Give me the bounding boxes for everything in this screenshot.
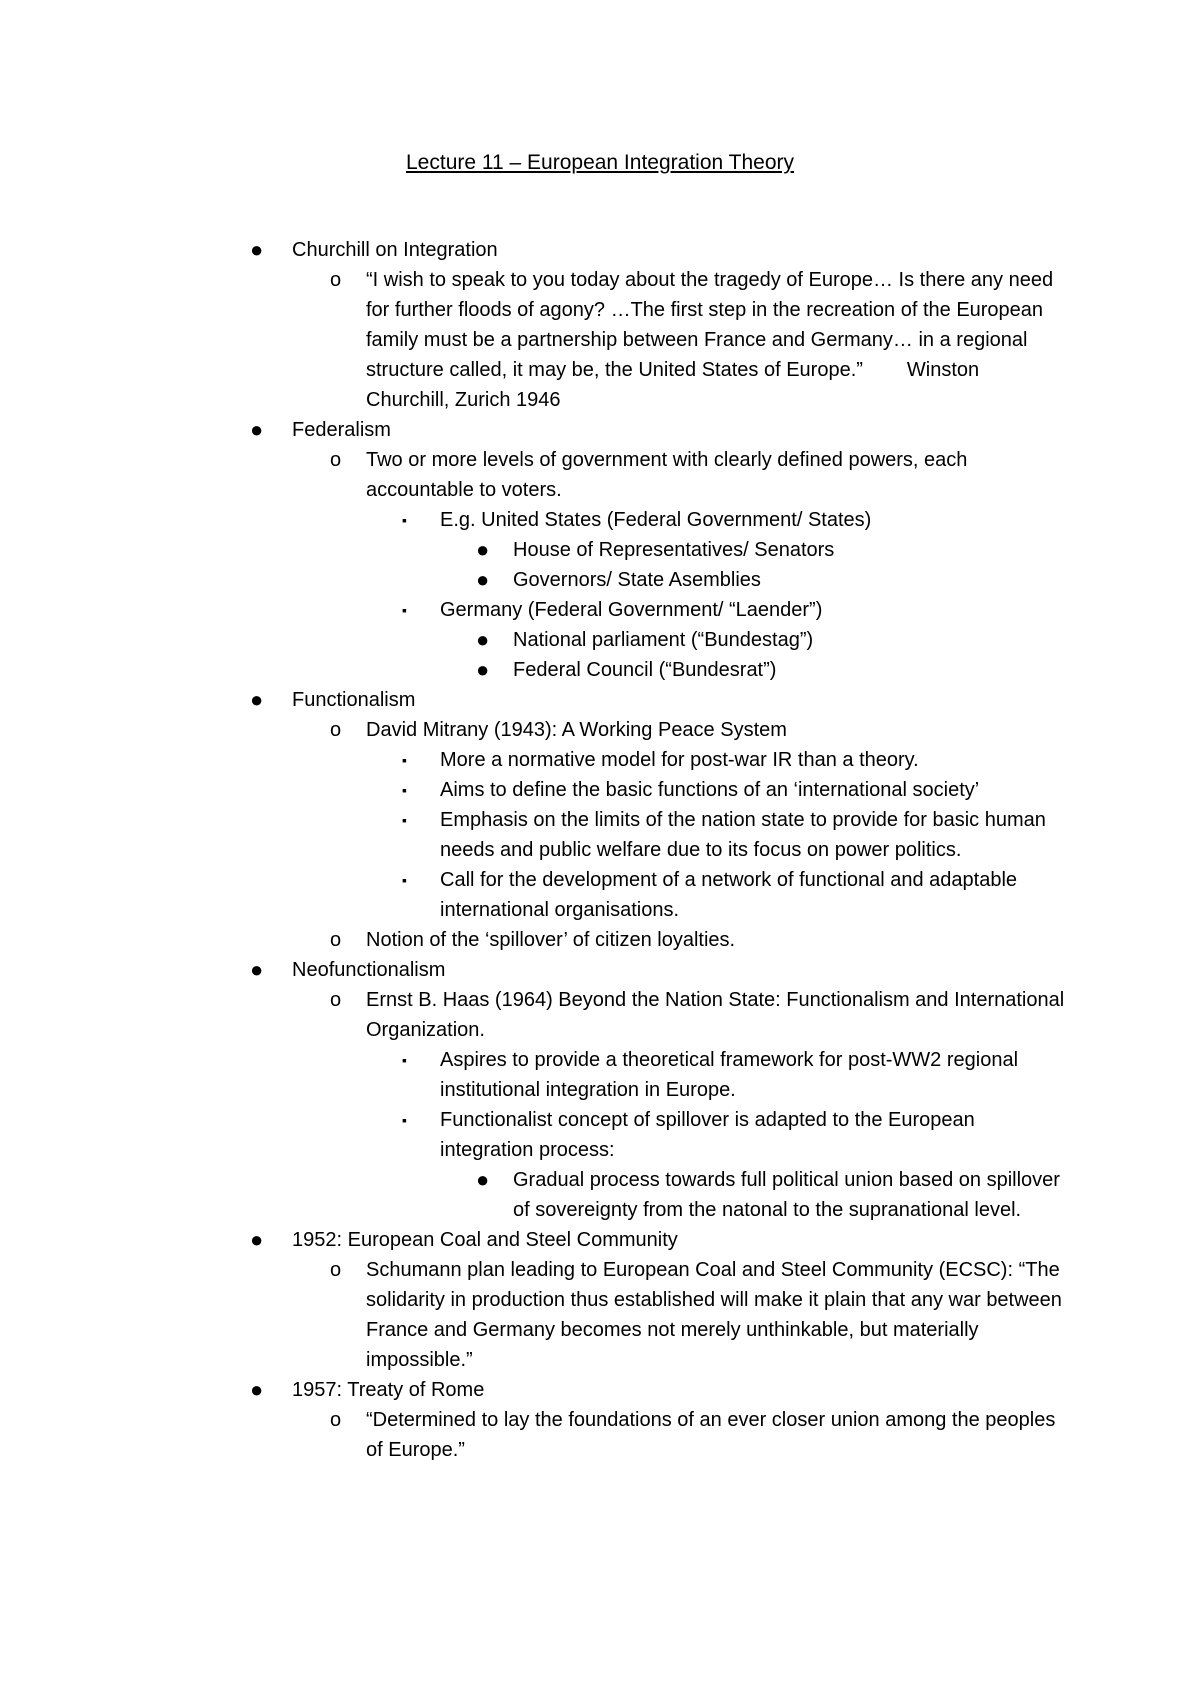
list-item (0, 955, 1062, 985)
section-heading: Federalism (292, 419, 391, 441)
list-text: Gradual process towards full political union based on spillover of sovereignty from the natonal to the supranational level. (513, 1169, 1060, 1221)
list-item (0, 775, 1070, 805)
list-text: Notion of the ‘spillover’ of citizen loyalties. (366, 929, 736, 951)
page-title: Lecture 11 – European Integration Theory (406, 151, 794, 174)
bullet-icon: ● (250, 1227, 264, 1252)
bullet-icon: ● (476, 1167, 490, 1192)
section-heading: 1957: Treaty of Rome (292, 1379, 485, 1401)
list-text: “Determined to lay the foundations of an ever closer union among the peoples of Europe.” (366, 1409, 1056, 1461)
list-item (0, 745, 1070, 775)
list-item (0, 805, 1070, 865)
bullet-icon: ● (476, 567, 490, 592)
bullet-icon: ● (250, 957, 264, 982)
list-item (0, 415, 1062, 445)
list-text: House of Representatives/ Senators (513, 539, 835, 561)
section-heading: Functionalism (292, 689, 416, 711)
list-text: Two or more levels of government with clearly defined powers, each accountable to voters. (366, 449, 968, 501)
bullet-icon: ● (250, 1377, 264, 1402)
list-item (0, 595, 1070, 625)
square-bullet-icon: ▪ (402, 872, 407, 888)
circle-bullet-icon: o (330, 269, 342, 291)
list-item (0, 565, 1073, 595)
list-item (0, 1045, 1070, 1105)
circle-bullet-icon: o (330, 719, 342, 741)
list-text: Schumann plan leading to European Coal and Steel Community (ECSC): “The solidarity in production thus established will make it plain that any war between France and Germany becomes not merely unthinkable, but materially impossible.” (366, 1259, 1062, 1371)
circle-bullet-icon: o (330, 989, 342, 1011)
square-bullet-icon: ▪ (402, 752, 407, 768)
circle-bullet-icon: o (330, 1409, 342, 1431)
section-heading: 1952: European Coal and Steel Community (292, 1229, 678, 1251)
square-bullet-icon: ▪ (402, 512, 407, 528)
square-bullet-icon: ▪ (402, 812, 407, 828)
bullet-icon: ● (250, 417, 264, 442)
bullet-icon: ● (250, 687, 264, 712)
list-item (0, 1255, 1066, 1375)
list-text: Functionalist concept of spillover is adapted to the European integration process: (440, 1109, 975, 1161)
square-bullet-icon: ▪ (402, 1112, 407, 1128)
circle-bullet-icon: o (330, 929, 342, 951)
square-bullet-icon: ▪ (402, 1052, 407, 1068)
list-text: Ernst B. Haas (1964) Beyond the Nation State: Functionalism and International Organization. (366, 989, 1065, 1041)
list-item (0, 715, 1066, 745)
list-item (0, 1405, 1066, 1465)
bullet-icon: ● (476, 657, 490, 682)
list-text: National parliament (“Bundestag”) (513, 629, 814, 651)
section-heading: Churchill on Integration (292, 239, 498, 261)
list-item (0, 685, 1062, 715)
list-text: Federal Council (“Bundesrat”) (513, 659, 777, 681)
list-item (0, 985, 1066, 1045)
outline-list (0, 235, 1200, 1465)
list-text: Governors/ State Asemblies (513, 569, 761, 591)
bullet-icon: ● (476, 627, 490, 652)
list-text: Aims to define the basic functions of an ‘international society’ (440, 779, 980, 801)
bullet-icon: ● (250, 237, 264, 262)
list-item (0, 1225, 1062, 1255)
list-text: Germany (Federal Government/ “Laender”) (440, 599, 823, 621)
list-item (0, 1375, 1062, 1405)
churchill-quote: “I wish to speak to you today about the tragedy of Europe… Is there any need for further floods of agony? …The first step in the recreation of the European family must be a partnership between France and Germany… in a regional structure called, it may be, the United States of Europe.” (366, 269, 1054, 381)
list-item (0, 1165, 1073, 1225)
list-text: David Mitrany (1943): A Working Peace System (366, 719, 787, 741)
square-bullet-icon: ▪ (402, 602, 407, 618)
list-item (0, 865, 1070, 925)
list-text: Emphasis on the limits of the nation state to provide for basic human needs and public welfare due to its focus on power politics. (440, 809, 1046, 861)
list-text: Call for the development of a network of functional and adaptable international organisations. (440, 869, 1018, 921)
list-item (0, 505, 1070, 535)
circle-bullet-icon: o (330, 449, 342, 471)
quote-attribution: Winston Churchill, Zurich 1946 (366, 359, 980, 411)
list-item (0, 265, 1066, 415)
circle-bullet-icon: o (330, 1259, 342, 1281)
list-text: E.g. United States (Federal Government/ States) (440, 509, 872, 531)
list-item (0, 1105, 1070, 1165)
list-item (0, 235, 1062, 265)
bullet-icon: ● (476, 537, 490, 562)
list-item (0, 925, 1066, 955)
square-bullet-icon: ▪ (402, 782, 407, 798)
section-heading: Neofunctionalism (292, 959, 446, 981)
list-text: More a normative model for post-war IR than a theory. (440, 749, 919, 771)
list-item (0, 625, 1073, 655)
list-item (0, 535, 1073, 565)
list-item (0, 445, 1066, 505)
list-item (0, 655, 1073, 685)
list-text: Aspires to provide a theoretical framework for post-WW2 regional institutional integration in Europe. (440, 1049, 1019, 1101)
